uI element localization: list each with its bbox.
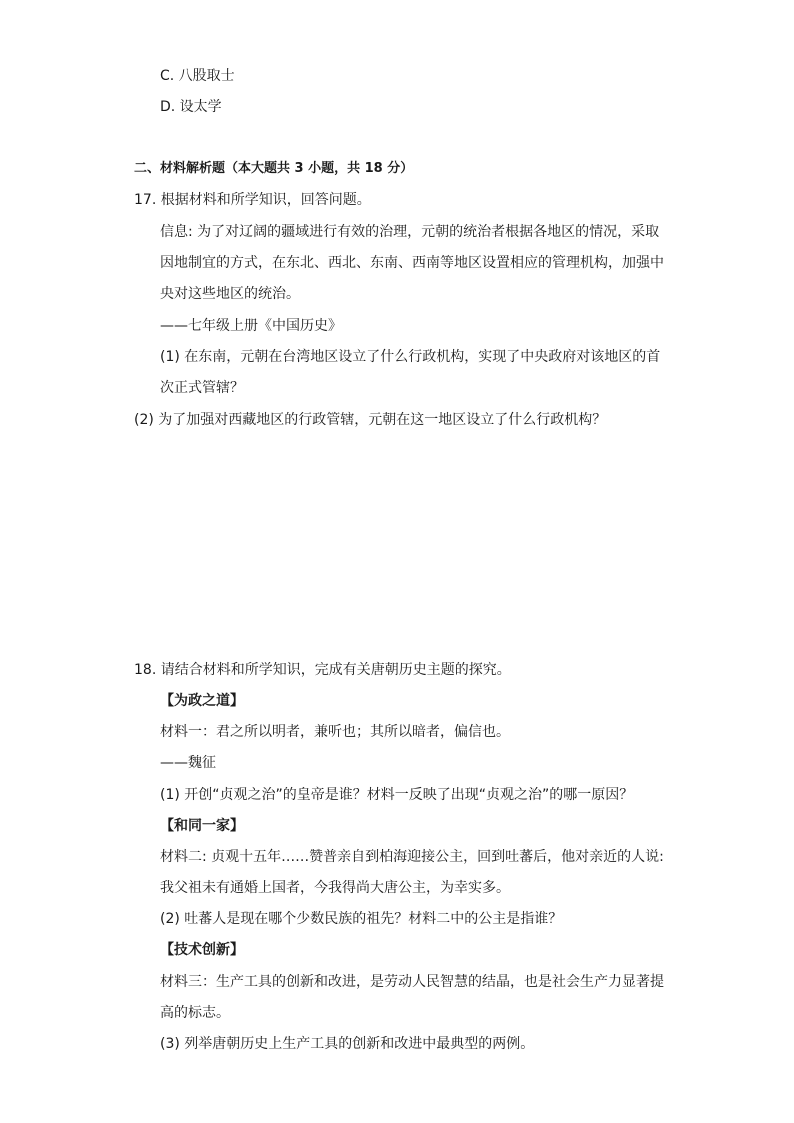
q18-sub3: (3) 列举唐朝历史上生产工具的创新和改进中最典型的两例。 [160,1036,535,1052]
q18-theme-governance: 【为政之道】 [160,693,244,709]
q18-material-2-line: 材料二: 贞观十五年……赞普亲自到柏海迎接公主，回到吐蕃后，他对亲近的人说: [160,849,664,865]
q17-sub2: (2) 为了加强对西藏地区的行政管辖，元朝在这一地区设立了什么行政机构？ [134,412,607,428]
q17-sub1-line: (1) 在东南，元朝在台湾地区设立了什么行政机构，实现了中央政府对该地区的首 [160,349,661,365]
q18-sub2: (2) 吐蕃人是现在哪个少数民族的祖先？材料二中的公主是指谁？ [160,911,563,927]
q18-material-3-line: 材料三：生产工具的创新和改进，是劳动人民智慧的结晶，也是社会生产力显著提 [160,974,664,990]
q18-source-1: ——魏征 [160,755,216,771]
q18-material-1: 材料一：君之所以明者，兼听也；其所以暗者，偏信也。 [160,724,510,740]
option-c: C. 八股取士 [160,68,235,84]
q17-source: ——七年级上册《中国历史》 [160,318,342,334]
q17-info-line: 因地制宜的方式，在东北、西北、东南、西南等地区设置相应的管理机构，加强中 [160,255,664,271]
q17-info-line: 央对这些地区的统治。 [160,286,300,302]
q18-material-2-line: 我父祖未有通婚上国者，今我得尚大唐公主，为幸实多。 [160,880,510,896]
question-17-stem: 17. 根据材料和所学知识，回答问题。 [134,192,371,208]
q17-info-line: 信息: 为了对辽阔的疆域进行有效的治理，元朝的统治者根据各地区的情况，采取 [160,224,660,240]
q18-theme-innovation: 【技术创新】 [160,942,244,958]
q18-sub1: (1) 开创“贞观之治”的皇帝是谁？材料一反映了出现“贞观之治”的哪一原因？ [160,787,634,803]
section-header: 二、材料解析题（本大题共 3 小题，共 18 分） [134,161,414,176]
q17-sub1-line: 次正式管辖？ [160,380,244,396]
option-d: D. 设太学 [160,99,222,115]
q18-material-3-line: 高的标志。 [160,1005,230,1021]
q18-theme-unity: 【和同一家】 [160,818,244,834]
question-18-stem: 18. 请结合材料和所学知识，完成有关唐朝历史主题的探究。 [134,662,511,678]
